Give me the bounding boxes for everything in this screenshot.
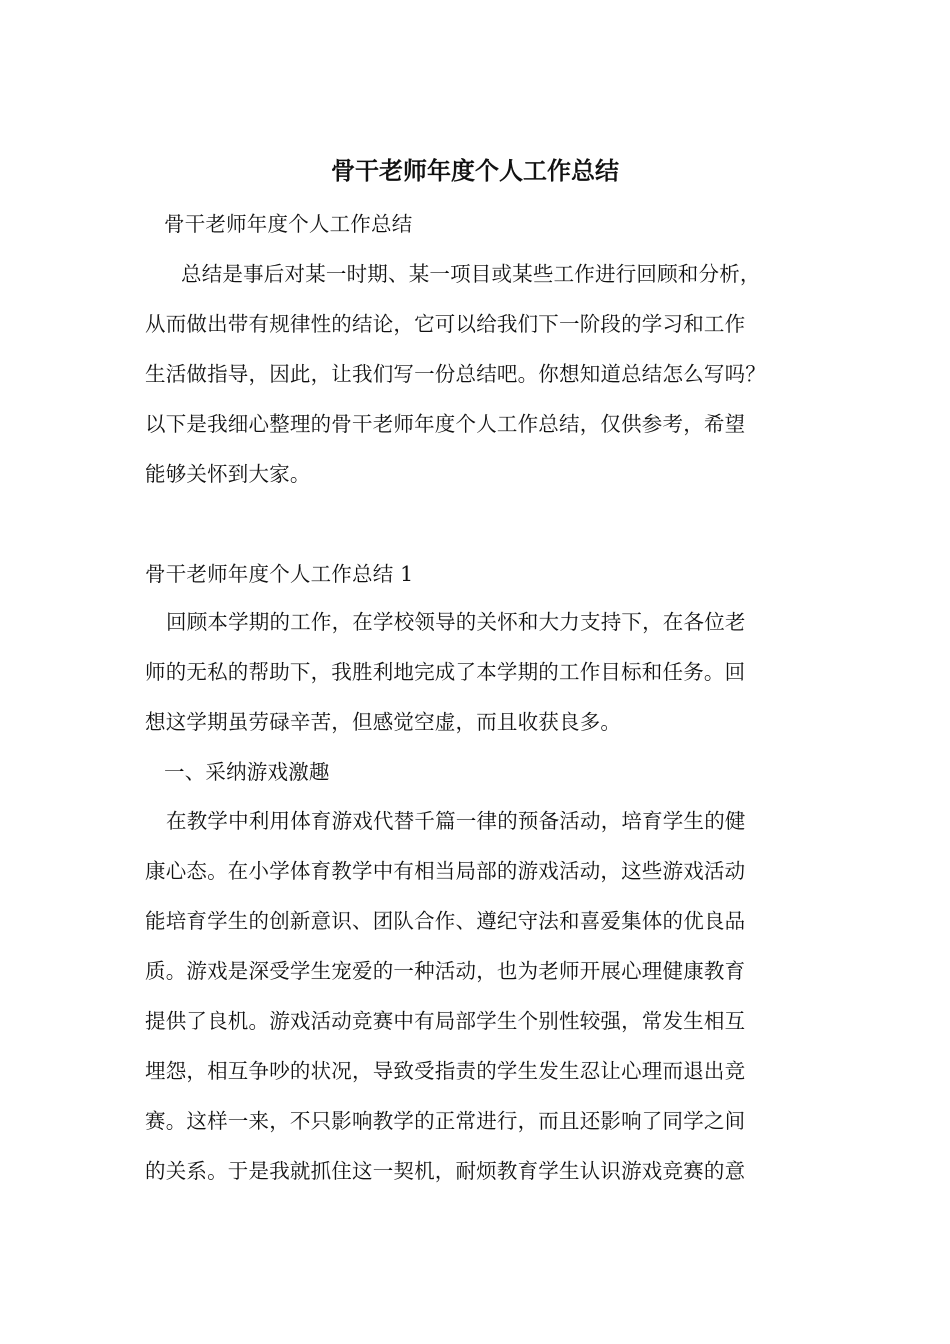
document-subtitle: 骨干老师年度个人工作总结 <box>164 212 413 236</box>
intro-line: 从而做出带有规律性的结论，它可以给我们下一阶段的学习和工作 <box>145 312 746 336</box>
body-line: 赛。这样一来，不只影响教学的正常进行，而且还影响了同学之间 <box>145 1109 746 1133</box>
body-line: 能培育学生的创新意识、团队合作、遵纪守法和喜爱集体的优良品 <box>145 909 746 933</box>
body-line: 埋怨，相互争吵的状况，导致受指责的学生发生忍让心理而退出竞 <box>145 1059 746 1083</box>
subheading: 一、采纳游戏激趣 <box>164 760 330 784</box>
section-paragraph-line: 想这学期虽劳碌辛苦，但感觉空虚，而且收获良多。 <box>145 710 622 734</box>
intro-line: 总结是事后对某一时期、某一项目或某些工作进行回顾和分析， <box>181 262 761 286</box>
body-line: 提供了良机。游戏活动竞赛中有局部学生个别性较强，常发生相互 <box>145 1009 746 1033</box>
body-line: 康心态。在小学体育教学中有相当局部的游戏活动，这些游戏活动 <box>145 859 746 883</box>
intro-line: 能够关怀到大家。 <box>145 462 311 486</box>
body-line: 在教学中利用体育游戏代替千篇一律的预备活动，培育学生的健 <box>166 809 746 833</box>
section-paragraph-line: 师的无私的帮助下，我胜利地完成了本学期的工作目标和任务。回 <box>145 660 746 684</box>
intro-line: 以下是我细心整理的骨干老师年度个人工作总结，仅供参考，希望 <box>145 412 746 436</box>
section-heading: 骨干老师年度个人工作总结 1 <box>145 562 414 586</box>
body-line: 质。游戏是深受学生宠爱的一种活动，也为老师开展心理健康教育 <box>145 959 746 983</box>
section-paragraph-line: 回顾本学期的工作，在学校领导的关怀和大力支持下，在各位老 <box>166 610 746 634</box>
intro-line: 生活做指导，因此，让我们写一份总结吧。你想知道总结怎么写吗？ <box>145 362 766 386</box>
body-line: 的关系。于是我就抓住这一契机，耐烦教育学生认识游戏竞赛的意 <box>145 1159 746 1183</box>
document-title: 骨干老师年度个人工作总结 <box>331 156 619 185</box>
